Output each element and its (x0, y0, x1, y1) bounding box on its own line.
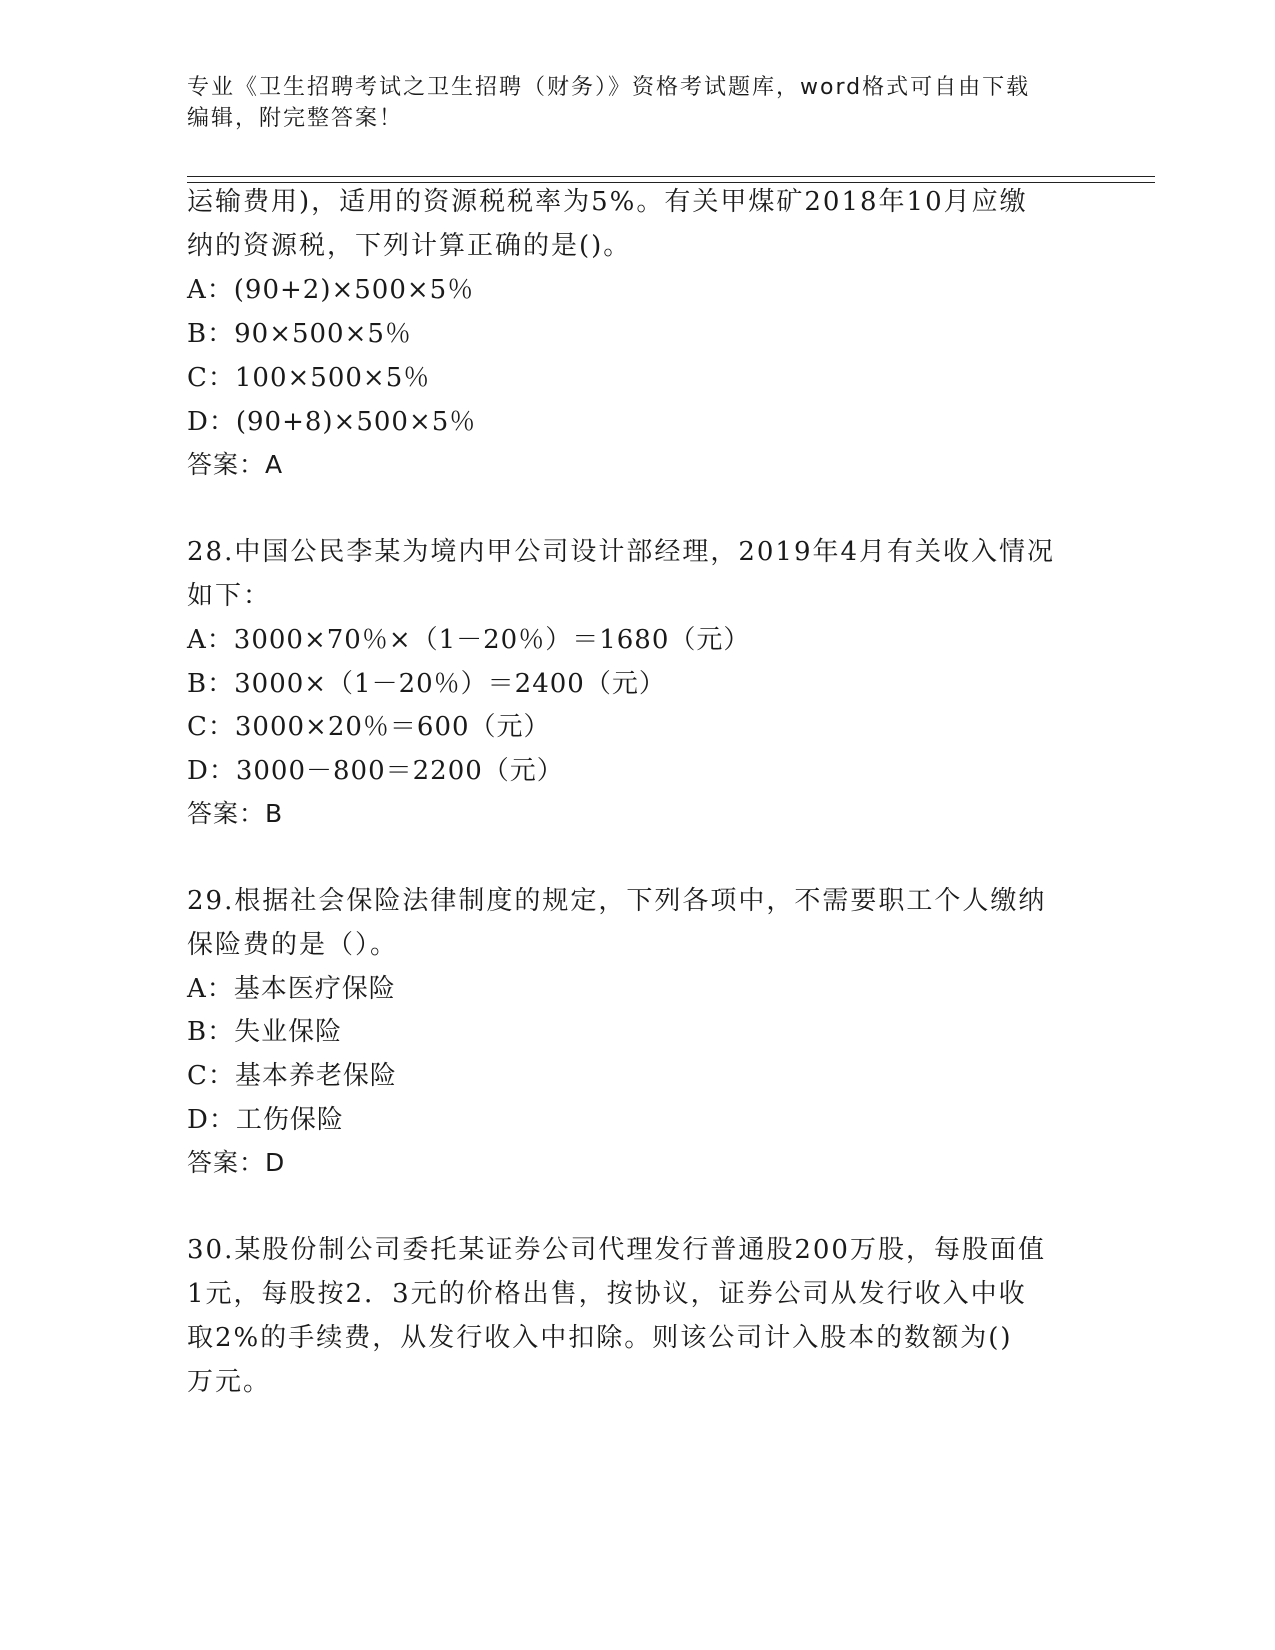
q29-answer: 答案：D (187, 1148, 286, 1177)
q30-text-line-3: 取2%的手续费，从发行收入中扣除。则该公司计入股本的数额为() (187, 1323, 1013, 1353)
page-header (187, 72, 1087, 134)
q27-text-line-1: 运输费用)，适用的资源税税率为5%。有关甲煤矿2018年10月应缴 (187, 187, 1028, 217)
header-divider-top (187, 176, 1155, 177)
q30-text-line-2: 1元，每股按2．3元的价格出售，按协议，证券公司从发行收入中收 (187, 1279, 1027, 1309)
q29-text-line-2: 保险费的是（）。 (187, 930, 399, 960)
q30-text-line-4: 万元。 (187, 1367, 272, 1397)
header-title-line-2: 编辑，附完整答案！ (187, 106, 404, 131)
q30-text-line-1: 30.某股份制公司委托某证券公司代理发行普通股200万股，每股面值 (187, 1235, 1046, 1265)
q29-option-a: A：基本医疗保险 (187, 974, 396, 1004)
q29-option-b: B：失业保险 (187, 1017, 343, 1047)
q29-text-line-1: 29.根据社会保险法律制度的规定，下列各项中，不需要职工个人缴纳 (187, 886, 1047, 916)
q27-option-b: B：90×500×5％ (187, 319, 412, 349)
q29-option-c: C：基本养老保险 (187, 1061, 397, 1091)
q28-answer: 答案：B (187, 799, 284, 828)
q28-text-line-2: 如下： (187, 581, 272, 611)
q28-text-line-1: 28.中国公民李某为境内甲公司设计部经理，2019年4月有关收入情况 (187, 537, 1056, 567)
q27-text-line-2: 纳的资源税，下列计算正确的是()。 (187, 231, 632, 261)
q27-option-d: D：(90+8)×500×5％ (187, 407, 477, 437)
q28-option-a: A：3000×70％×（1－20％）＝1680（元） (187, 625, 751, 655)
q28-option-c: C：3000×20％＝600（元） (187, 712, 551, 742)
q28-option-b: B：3000×（1－20％）＝2400（元） (187, 669, 666, 699)
q27-answer: 答案：A (187, 450, 284, 479)
q27-option-a: A：(90+2)×500×5％ (187, 275, 475, 305)
header-title-line-1: 专业《卫生招聘考试之卫生招聘（财务）》资格考试题库，word格式可自由下载 (187, 75, 1031, 100)
q29-option-d: D：工伤保险 (187, 1105, 344, 1135)
q27-option-c: C：100×500×5％ (187, 363, 431, 393)
q28-option-d: D：3000－800＝2200（元） (187, 756, 564, 786)
